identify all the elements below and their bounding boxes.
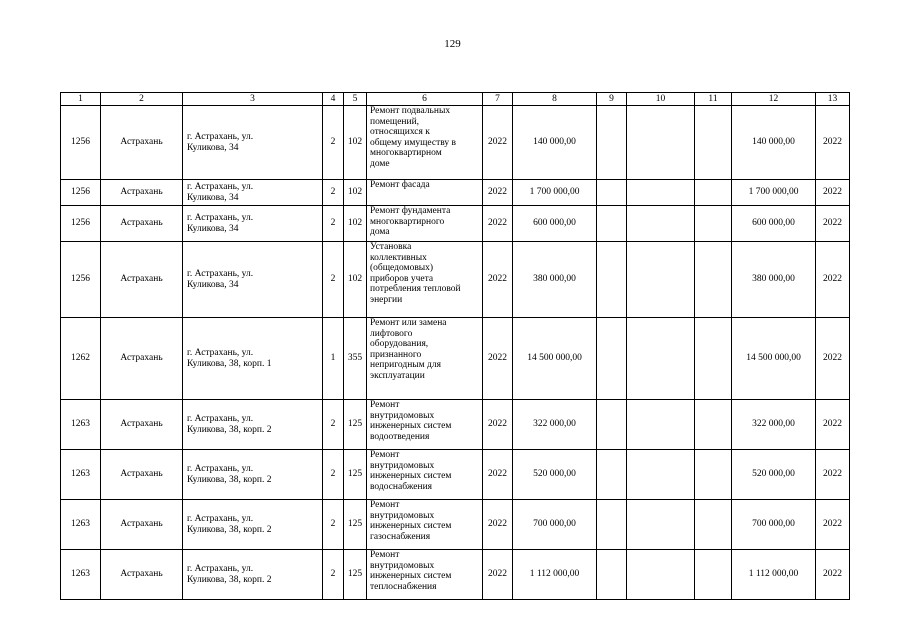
column-number: 11	[695, 93, 732, 106]
municipality-cell: Астрахань	[101, 180, 183, 206]
col-10-cell	[627, 318, 695, 400]
completion-year-cell: 2022	[816, 400, 850, 450]
municipality-cell: Астрахань	[101, 106, 183, 180]
address-cell-line: Куликова, 38, корп. 2	[187, 574, 272, 585]
address-cell-line: Куликова, 34	[187, 223, 239, 234]
municipality-cell: Астрахань	[101, 400, 183, 450]
year-cell: 2022	[483, 400, 513, 450]
col-5-cell: 125	[344, 500, 367, 550]
column-number: 4	[323, 93, 344, 106]
record-number-cell: 1256	[61, 242, 101, 318]
col-11-cell	[695, 550, 732, 600]
total-cost-cell: 380 000,00	[732, 242, 816, 318]
col-9-cell	[597, 318, 627, 400]
work-type-cell-line: дома	[370, 227, 390, 237]
work-type-cell-line: относящихся к	[370, 127, 430, 137]
address-cell-line: Куликова, 38, корп. 2	[187, 474, 272, 485]
col-9-cell	[597, 242, 627, 318]
table-row	[61, 550, 850, 600]
record-number-cell: 1263	[61, 450, 101, 500]
col-11-cell	[695, 180, 732, 206]
work-type-cell-line: газоснабжения	[370, 531, 431, 542]
year-cell: 2022	[483, 180, 513, 206]
column-number: 1	[61, 93, 101, 106]
col-11-cell	[695, 400, 732, 450]
work-type-cell-line: Ремонт фундамента	[370, 206, 451, 216]
work-type-cell-line: (общедомовых)	[370, 263, 434, 273]
work-type-cell-line: Ремонт или замена	[370, 318, 447, 328]
completion-year-cell: 2022	[816, 242, 850, 318]
address-cell-line: г. Астрахань, ул.	[187, 182, 254, 192]
work-type-cell-line: Ремонт	[370, 450, 400, 460]
col-9-cell	[597, 500, 627, 550]
work-type-cell-line: Ремонт фасада	[370, 180, 430, 190]
table-row	[61, 400, 850, 450]
column-number-row	[61, 93, 850, 106]
cost-cell: 380 000,00	[513, 242, 597, 318]
page-number: 129	[444, 38, 461, 50]
column-number: 2	[101, 93, 183, 106]
address-cell	[183, 242, 323, 318]
total-cost-cell: 14 500 000,00	[732, 318, 816, 400]
col-5-cell: 125	[344, 450, 367, 500]
address-cell	[183, 550, 323, 600]
address-cell-line: Куликова, 34	[187, 192, 239, 203]
work-type-cell	[367, 400, 483, 450]
record-number-cell: 1256	[61, 206, 101, 242]
total-cost-cell: 700 000,00	[732, 500, 816, 550]
completion-year-cell: 2022	[816, 180, 850, 206]
address-cell	[183, 106, 323, 180]
year-cell: 2022	[483, 106, 513, 180]
col-10-cell	[627, 242, 695, 318]
col-4-cell: 1	[323, 318, 344, 400]
col-5-cell: 102	[344, 206, 367, 242]
col-5-cell: 102	[344, 242, 367, 318]
col-4-cell: 2	[323, 180, 344, 206]
column-number: 5	[344, 93, 367, 106]
cost-cell: 700 000,00	[513, 500, 597, 550]
col-5-cell: 355	[344, 318, 367, 400]
work-type-cell	[367, 106, 483, 180]
municipality-cell: Астрахань	[101, 242, 183, 318]
year-cell: 2022	[483, 318, 513, 400]
col-11-cell	[695, 106, 732, 180]
year-cell: 2022	[483, 500, 513, 550]
col-9-cell	[597, 206, 627, 242]
cost-cell: 140 000,00	[513, 106, 597, 180]
work-type-cell-line: Ремонт подвальных	[370, 106, 451, 116]
address-cell-line: Куликова, 34	[187, 142, 239, 153]
address-cell-line: г. Астрахань, ул.	[187, 213, 254, 223]
work-type-cell-line: многоквартирного	[370, 216, 445, 227]
record-number-cell: 1256	[61, 180, 101, 206]
address-cell	[183, 450, 323, 500]
col-9-cell	[597, 400, 627, 450]
work-type-cell-line: помещений,	[370, 116, 420, 127]
completion-year-cell: 2022	[816, 106, 850, 180]
work-type-cell	[367, 500, 483, 550]
completion-year-cell: 2022	[816, 206, 850, 242]
col-5-cell: 102	[344, 106, 367, 180]
work-type-cell	[367, 450, 483, 500]
municipality-cell: Астрахань	[101, 206, 183, 242]
col-4-cell: 2	[323, 400, 344, 450]
completion-year-cell: 2022	[816, 318, 850, 400]
work-type-cell-line: инженерных систем	[370, 571, 452, 581]
col-5-cell: 125	[344, 550, 367, 600]
table-row	[61, 450, 850, 500]
address-cell-line: Куликова, 38, корп. 2	[187, 424, 272, 435]
table-row	[61, 206, 850, 242]
address-cell	[183, 500, 323, 550]
work-type-cell-line: теплоснабжения	[370, 581, 437, 592]
col-4-cell: 2	[323, 206, 344, 242]
work-type-cell	[367, 206, 483, 242]
record-number-cell: 1256	[61, 106, 101, 180]
work-type-cell-line: многоквартирном	[370, 148, 442, 158]
address-cell-line: г. Астрахань, ул.	[187, 564, 254, 574]
work-type-cell	[367, 550, 483, 600]
cost-cell: 322 000,00	[513, 400, 597, 450]
record-number-cell: 1263	[61, 550, 101, 600]
work-type-cell-line: Ремонт	[370, 400, 400, 410]
work-type-cell-line: водоотведения	[370, 431, 430, 442]
work-type-cell	[367, 242, 483, 318]
column-number: 9	[597, 93, 627, 106]
col-4-cell: 2	[323, 242, 344, 318]
col-4-cell: 2	[323, 450, 344, 500]
column-number: 7	[483, 93, 513, 106]
address-cell-line: Куликова, 38, корп. 1	[187, 358, 272, 369]
work-type-cell-line: инженерных систем	[370, 521, 452, 531]
cost-cell: 14 500 000,00	[513, 318, 597, 400]
col-10-cell	[627, 400, 695, 450]
address-cell	[183, 180, 323, 206]
table-row	[61, 500, 850, 550]
total-cost-cell: 600 000,00	[732, 206, 816, 242]
work-type-cell-line: лифтового	[370, 328, 413, 339]
col-9-cell	[597, 550, 627, 600]
address-cell-line: г. Астрахань, ул.	[187, 414, 254, 424]
col-10-cell	[627, 106, 695, 180]
address-cell-line: г. Астрахань, ул.	[187, 464, 254, 474]
work-type-cell-line: общему имуществу в	[370, 137, 457, 148]
table-row	[61, 106, 850, 180]
col-11-cell	[695, 450, 732, 500]
address-cell-line: г. Астрахань, ул.	[187, 269, 254, 279]
total-cost-cell: 140 000,00	[732, 106, 816, 180]
col-11-cell	[695, 318, 732, 400]
work-type-cell-line: доме	[370, 158, 390, 169]
work-type-cell-line: Ремонт	[370, 500, 400, 510]
work-type-cell-line: энергии	[370, 294, 403, 305]
year-cell: 2022	[483, 450, 513, 500]
cost-cell: 600 000,00	[513, 206, 597, 242]
record-number-cell: 1263	[61, 400, 101, 450]
year-cell: 2022	[483, 242, 513, 318]
address-cell-line: Куликова, 34	[187, 279, 239, 290]
address-cell	[183, 206, 323, 242]
col-11-cell	[695, 206, 732, 242]
year-cell: 2022	[483, 206, 513, 242]
col-9-cell	[597, 106, 627, 180]
completion-year-cell: 2022	[816, 450, 850, 500]
completion-year-cell: 2022	[816, 500, 850, 550]
total-cost-cell: 322 000,00	[732, 400, 816, 450]
work-type-cell-line: внутридомовых	[370, 560, 435, 571]
col-10-cell	[627, 550, 695, 600]
work-type-cell-line: инженерных систем	[370, 471, 452, 481]
work-type-cell-line: водоснабжения	[370, 481, 433, 492]
work-type-cell-line: непригодным для	[370, 360, 441, 370]
record-number-cell: 1262	[61, 318, 101, 400]
column-number: 6	[367, 93, 483, 106]
work-type-cell-line: Ремонт	[370, 550, 400, 560]
cost-cell: 520 000,00	[513, 450, 597, 500]
municipality-cell: Астрахань	[101, 500, 183, 550]
address-cell-line: Куликова, 38, корп. 2	[187, 524, 272, 535]
work-type-cell-line: коллективных	[370, 252, 427, 263]
total-cost-cell: 1 112 000,00	[732, 550, 816, 600]
work-type-cell-line: внутридомовых	[370, 510, 435, 521]
table-row	[61, 242, 850, 318]
col-9-cell	[597, 450, 627, 500]
column-number: 8	[513, 93, 597, 106]
col-10-cell	[627, 180, 695, 206]
column-number: 3	[183, 93, 323, 106]
col-4-cell: 2	[323, 106, 344, 180]
work-type-cell	[367, 318, 483, 400]
cost-cell: 1 700 000,00	[513, 180, 597, 206]
address-cell	[183, 400, 323, 450]
cost-cell: 1 112 000,00	[513, 550, 597, 600]
work-type-cell-line: оборудования,	[370, 339, 429, 349]
municipality-cell: Астрахань	[101, 450, 183, 500]
total-cost-cell: 1 700 000,00	[732, 180, 816, 206]
col-11-cell	[695, 500, 732, 550]
total-cost-cell: 520 000,00	[732, 450, 816, 500]
col-10-cell	[627, 206, 695, 242]
col-9-cell	[597, 180, 627, 206]
table-row	[61, 180, 850, 206]
work-type-cell-line: эксплуатации	[370, 370, 425, 381]
col-4-cell: 2	[323, 550, 344, 600]
work-type-cell-line: признанного	[370, 349, 422, 360]
work-type-cell-line: потребления тепловой	[370, 284, 461, 294]
col-5-cell: 102	[344, 180, 367, 206]
column-number: 12	[732, 93, 816, 106]
address-cell	[183, 318, 323, 400]
record-number-cell: 1263	[61, 500, 101, 550]
work-type-cell-line: инженерных систем	[370, 421, 452, 431]
address-cell-line: г. Астрахань, ул.	[187, 514, 254, 524]
repair-plan-table	[60, 92, 850, 600]
completion-year-cell: 2022	[816, 550, 850, 600]
col-5-cell: 125	[344, 400, 367, 450]
municipality-cell: Астрахань	[101, 318, 183, 400]
address-cell-line: г. Астрахань, ул.	[187, 132, 254, 142]
municipality-cell: Астрахань	[101, 550, 183, 600]
work-type-cell	[367, 180, 483, 206]
col-4-cell: 2	[323, 500, 344, 550]
address-cell-line: г. Астрахань, ул.	[187, 348, 254, 358]
col-10-cell	[627, 450, 695, 500]
column-number: 13	[816, 93, 850, 106]
work-type-cell-line: Установка	[370, 242, 412, 252]
work-type-cell-line: приборов учета	[370, 273, 434, 284]
col-10-cell	[627, 500, 695, 550]
year-cell: 2022	[483, 550, 513, 600]
column-number: 10	[627, 93, 695, 106]
work-type-cell-line: внутридомовых	[370, 410, 435, 421]
table-row	[61, 318, 850, 400]
col-11-cell	[695, 242, 732, 318]
work-type-cell-line: внутридомовых	[370, 460, 435, 471]
